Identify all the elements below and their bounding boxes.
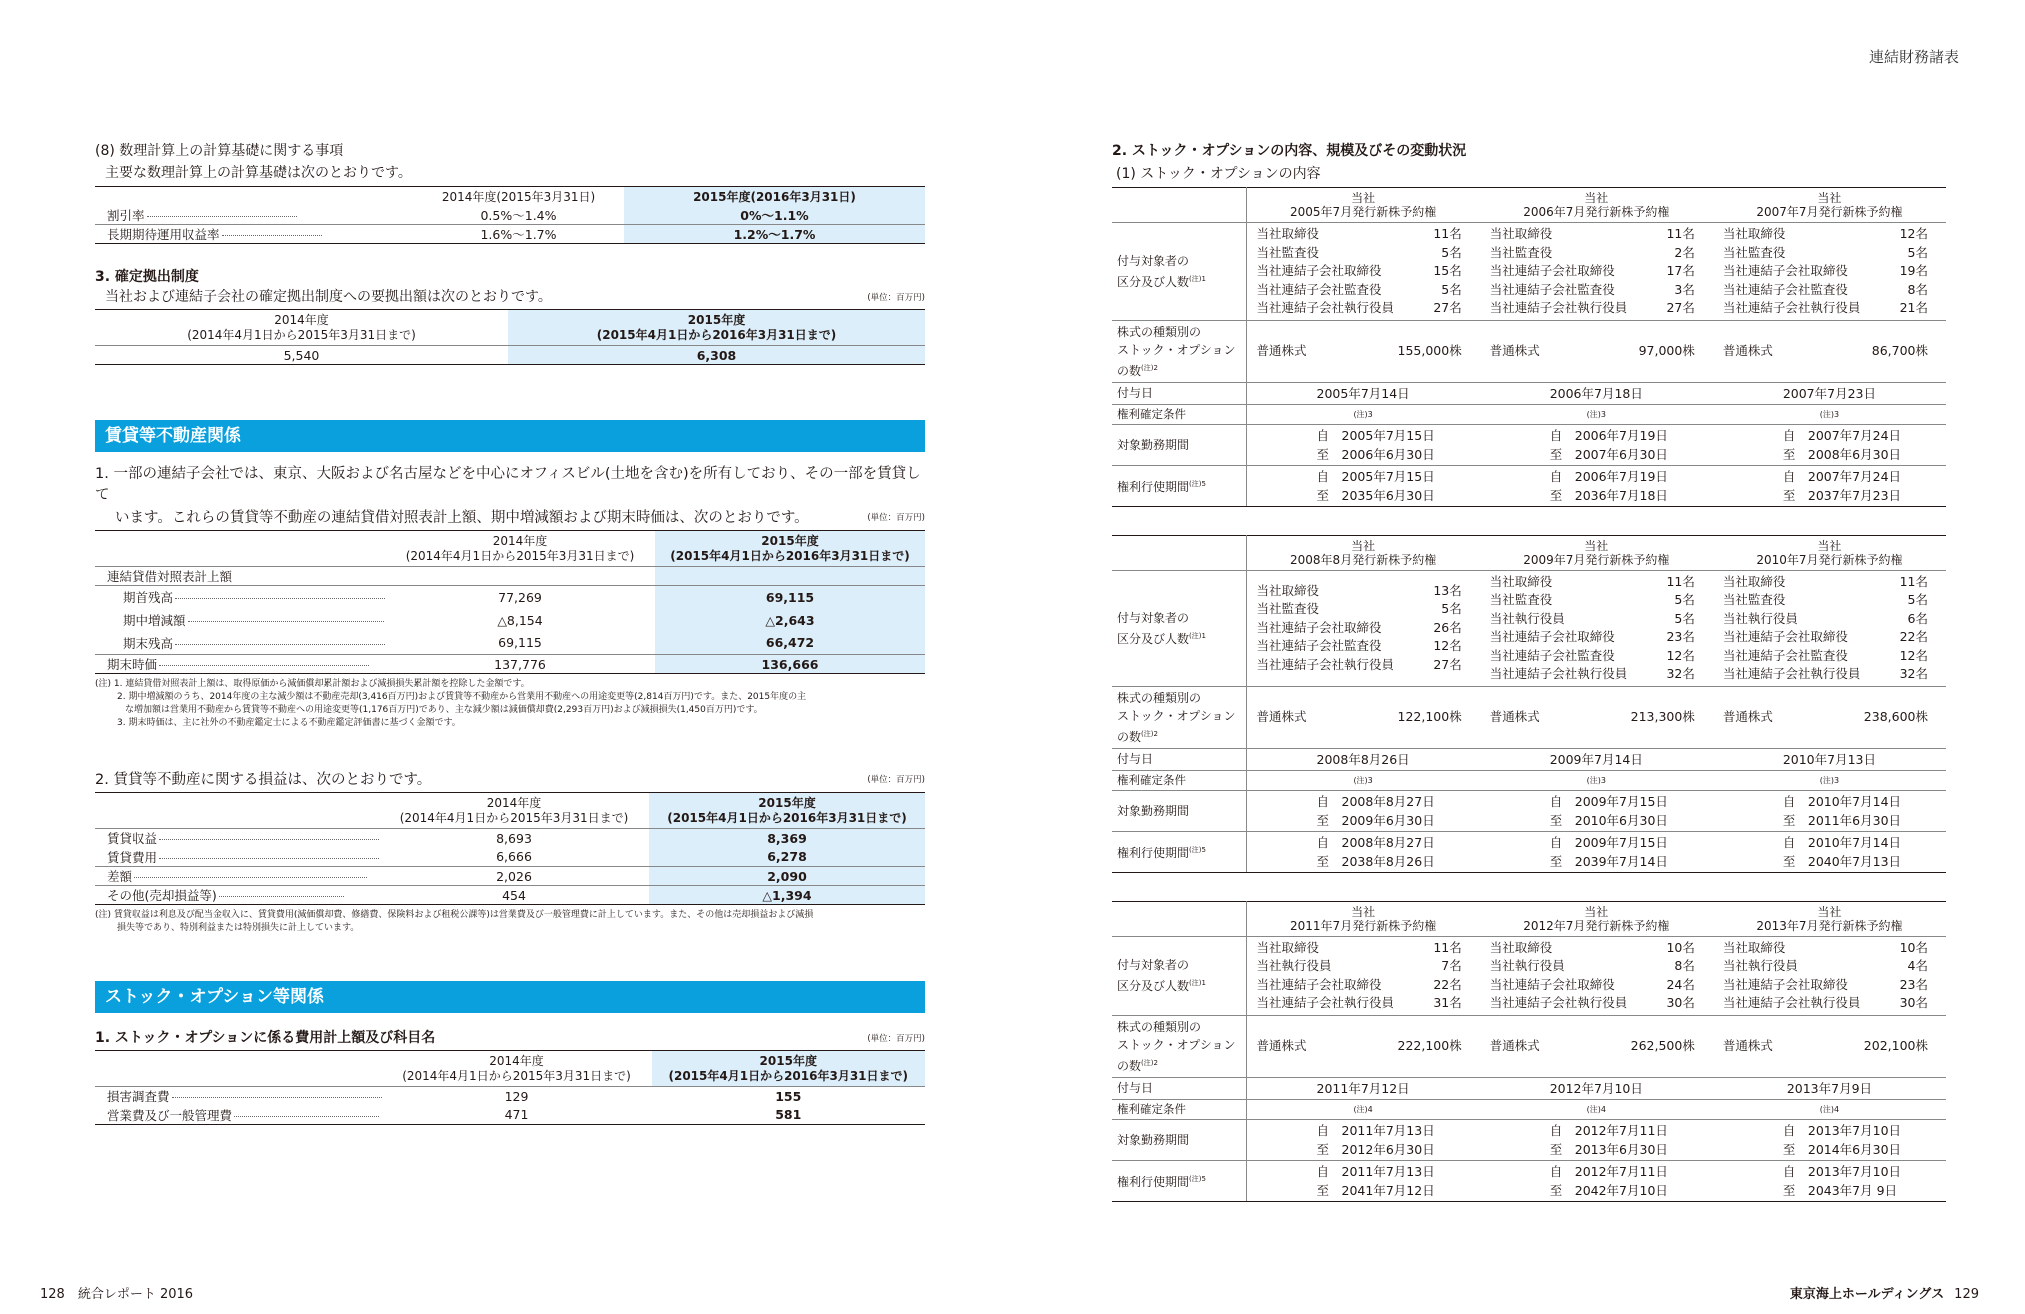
unit-label: (単位：百万円) [867,513,925,523]
stock-option-table [1112,901,1946,1202]
row-label: 権利確定条件 [1112,1099,1246,1119]
row-label: 損害調査費 [95,1087,382,1106]
grant-date-cell: 2006年7月18日 [1480,382,1713,404]
row-label: 権利行使期間$^{(注)5}$ [1112,831,1246,872]
grantees-cell: 当社取締役 11名 当社監査役 5名 当社執行役員 6名 当社連結子会社取締役 22名 当社連結子会社監査役 12名 当社連結子会社執行役員 32名 [1713,570,1946,686]
col-header: 2014年度 (2014年4月1日から2015年3月31日まで) [405,533,635,563]
cell: 5,540 [283,347,320,363]
dc-heading: 3. 確定拠出制度 [95,269,199,285]
grantees-cell: 当社取締役 11名 当社監査役 5名 当社連結子会社取締役 15名 当社連結子会社監査役 5名 当社連結子会社執行役員 27名 [1246,223,1480,321]
exercise-period-cell: 自 2005年7月15日 至 2035年6月30日 [1246,465,1480,506]
cell: 2,090 [649,867,925,886]
grantees-cell: 当社取締役 12名 当社監査役 5名 当社連結子会社取締役 19名 当社連結子会社監査役 8名 当社連結子会社執行役員 21名 [1713,223,1946,321]
grantees-cell: 当社取締役 11名 当社監査役 2名 当社連結子会社取締役 17名 当社連結子会社監査役 3名 当社連結子会社執行役員 27名 [1480,223,1713,321]
option-header: 当社 2005年7月発行新株予約権 [1246,188,1480,223]
realestate-p1: 1. 一部の連結子会社では、東京、大阪および名古屋などを中心にオフィスビル(土地を含む)を所有しており、その一部を賃貸して [95,466,921,503]
row-label: その他(売却損益等) [95,886,379,905]
cell: 8,369 [649,829,925,848]
cell: 6,278 [649,848,925,867]
service-period-cell: 自 2011年7月13日 至 2012年6月30日 [1246,1119,1480,1160]
stockopt-banner: ストック・オプション等関係 [95,981,925,1013]
realestate-notes: (注) 1. 連結貸借対照表計上額は、取得原価から減価償却累計額および減損損失累計額を控除した金額です。 2. 期中増減額のうち、2014年度の主な減少額は不動産売却(3,416百万円)および賃貸等不動産から営業用不動産への用途変更等(2,814百万円)です。また、2015年度の主 な増加額は営業用不動産から賃貸等不動産への用途変更等(1,176百万円)であり、主な減少額は減価償却費(2,293百万円)および減損損失(1,450百万円)です。 3. 期末時価は、主に社外の不動産鑑定士による不動産鑑定評価書に基づく金額です。 [95,679,807,728]
condition-cell: (注)3 [1480,770,1713,790]
cell: 1.6%〜1.7% [480,227,557,242]
row-label: 差額 [95,867,379,886]
cell: 137,776 [494,656,546,672]
grant-date-cell: 2009年7月14日 [1480,748,1713,770]
cell: △1,394 [649,886,925,905]
row-label: 営業費及び一般管理費 [95,1106,382,1125]
cell: 454 [502,887,526,903]
row-label: 付与対象者の 区分及び人数$^{(注)1}$ [1112,570,1246,686]
col-header: 2014年度 (2014年4月1日から2015年3月31日まで) [402,1053,631,1083]
service-period-cell: 自 2013年7月10日 至 2014年6月30日 [1713,1119,1946,1160]
col-header-highlight: 2015年度(2016年3月31日) [624,187,925,206]
footer-left: 128 統合レポート 2016 [40,1287,194,1302]
row-label: 権利行使期間$^{(注)5}$ [1112,465,1246,506]
option-header: 当社 2013年7月発行新株予約権 [1713,901,1946,936]
option-header: 当社 2006年7月発行新株予約権 [1480,188,1713,223]
cell: 69,115 [498,635,542,651]
actuarial-intro: 主要な数理計算上の計算基礎は次のとおりです。 [105,165,412,181]
unit-label: (単位：百万円) [867,293,925,303]
option-header: 当社 2009年7月発行新株予約権 [1480,535,1713,570]
cell: 129 [504,1088,529,1104]
grantees-cell: 当社取締役 10名 当社執行役員 8名 当社連結子会社取締役 24名 当社連結子会社執行役員 30名 [1480,936,1713,1015]
condition-cell: (注)3 [1246,404,1480,424]
col-header: 2014年度(2015年3月31日) [441,189,596,204]
option-header: 当社 2007年7月発行新株予約権 [1713,188,1946,223]
row-label: 賃貸収益 [95,829,379,848]
cell: 66,472 [655,632,925,655]
col-header-highlight: 2015年度 (2015年4月1日から2016年3月31日まで) [508,310,925,346]
row-label: 期末残高 [95,632,385,655]
grantees-cell: 当社取締役 11名 当社監査役 5名 当社執行役員 5名 当社連結子会社取締役 23名 当社連結子会社監査役 12名 当社連結子会社執行役員 32名 [1480,570,1713,686]
stockopt-h2sub: (1) ストック・オプションの内容 [1116,166,1321,182]
grant-date-cell: 2008年8月26日 [1246,748,1480,770]
row-label: 付与日 [1112,748,1246,770]
grant-date-cell: 2012年7月10日 [1480,1077,1713,1099]
grantees-cell: 当社取締役 11名 当社執行役員 7名 当社連結子会社取締役 22名 当社連結子会社執行役員 31名 [1246,936,1480,1015]
actuarial-heading: (8) 数理計算上の計算基礎に関する事項 [95,143,344,159]
shares-cell: 普通株式 97,000株 [1480,320,1713,382]
col-header: 2014年度 (2014年4月1日から2015年3月31日まで) [399,795,629,825]
actuarial-table [95,186,925,244]
option-header: 当社 2008年8月発行新株予約権 [1246,535,1480,570]
cell: 0%〜1.1% [624,206,925,225]
condition-cell: (注)3 [1713,404,1946,424]
grant-date-cell: 2013年7月9日 [1713,1077,1946,1099]
exercise-period-cell: 自 2012年7月11日 至 2042年7月10日 [1480,1160,1713,1201]
stockopt-expense-table [95,1050,925,1125]
exercise-period-cell: 自 2006年7月19日 至 2036年7月18日 [1480,465,1713,506]
option-header: 当社 2011年7月発行新株予約権 [1246,901,1480,936]
cell: 6,308 [508,346,925,365]
exercise-period-cell: 自 2010年7月14日 至 2040年7月13日 [1713,831,1946,872]
cell: 136,666 [655,655,925,674]
right-column [1112,140,1946,1202]
row-label: 付与日 [1112,382,1246,404]
exercise-period-cell: 自 2008年8月27日 至 2038年8月26日 [1246,831,1480,872]
exercise-period-cell: 自 2007年7月24日 至 2037年7月23日 [1713,465,1946,506]
shares-cell: 普通株式 86,700株 [1713,320,1946,382]
cell: △8,154 [497,612,543,628]
row-label: 期末時価 [95,655,385,674]
cell: 155 [775,1088,802,1104]
dc-table [95,309,925,365]
row-label: 長期期待運用収益率 [95,225,413,244]
grant-date-cell: 2007年7月23日 [1713,382,1946,404]
option-header: 当社 2010年7月発行新株予約権 [1713,535,1946,570]
shares-cell: 普通株式 213,300株 [1480,686,1713,748]
service-period-cell: 自 2008年8月27日 至 2009年6月30日 [1246,790,1480,831]
col-header: 2014年度 (2014年4月1日から2015年3月31日まで) [187,312,416,342]
stockopt-h1: 1. ストック・オプションに係る費用計上額及び科目名 [95,1030,436,1046]
grant-date-cell: 2010年7月13日 [1713,748,1946,770]
row-label: 対象勤務期間 [1112,790,1246,831]
row-label: 付与対象者の 区分及び人数$^{(注)1}$ [1112,223,1246,321]
cell: 69,115 [655,586,925,609]
realestate-banner: 賃貸等不動産関係 [95,420,925,452]
shares-cell: 普通株式 155,000株 [1246,320,1480,382]
cell: 471 [504,1107,529,1123]
condition-cell: (注)3 [1713,770,1946,790]
cell: 2,026 [496,868,532,884]
service-period-cell: 自 2005年7月15日 至 2006年6月30日 [1246,424,1480,465]
col-header-highlight: 2015年度 (2015年4月1日から2016年3月31日まで) [649,793,925,829]
grant-date-cell: 2011年7月12日 [1246,1077,1480,1099]
stock-option-tables [1112,187,1946,1202]
row-label: 対象勤務期間 [1112,424,1246,465]
row-label: 株式の種類別の ストック・オプション の数$^{(注)2}$ [1112,686,1246,748]
exercise-period-cell: 自 2011年7月13日 至 2041年7月12日 [1246,1160,1480,1201]
col-header-highlight: 2015年度 (2015年4月1日から2016年3月31日まで) [652,1051,925,1087]
row-label: 連結貸借対照表計上額 [107,569,233,584]
row-label: 株式の種類別の ストック・オプション の数$^{(注)2}$ [1112,1015,1246,1077]
shares-cell: 普通株式 202,100株 [1713,1015,1946,1077]
condition-cell: (注)4 [1246,1099,1480,1119]
service-period-cell: 自 2009年7月15日 至 2010年6月30日 [1480,790,1713,831]
cell: △2,643 [655,609,925,632]
unit-label: (単位：百万円) [867,775,925,785]
exercise-period-cell: 自 2009年7月15日 至 2039年7月14日 [1480,831,1713,872]
realestate-table [95,530,925,674]
row-label: 株式の種類別の ストック・オプション の数$^{(注)2}$ [1112,320,1246,382]
grant-date-cell: 2005年7月14日 [1246,382,1480,404]
dc-intro: 当社および連結子会社の確定拠出制度への要拠出額は次のとおりです。 [105,289,552,305]
row-label: 賃貸費用 [95,848,379,867]
exercise-period-cell: 自 2013年7月10日 至 2043年7月 9日 [1713,1160,1946,1201]
condition-cell: (注)3 [1480,404,1713,424]
cell: 77,269 [498,589,542,605]
cell: 8,693 [496,830,532,846]
option-header: 当社 2012年7月発行新株予約権 [1480,901,1713,936]
realestate-p2: 2. 賃貸等不動産に関する損益は、次のとおりです。 [95,772,432,788]
cell: 0.5%〜1.4% [480,207,557,223]
col-header-highlight: 2015年度 (2015年4月1日から2016年3月31日まで) [655,531,925,567]
row-label: 期首残高 [95,586,385,609]
condition-cell: (注)3 [1246,770,1480,790]
service-period-cell: 自 2007年7月24日 至 2008年6月30日 [1713,424,1946,465]
row-label: 期中増減額 [95,609,385,632]
section-header: 連結財務諸表 [1868,48,1959,66]
shares-cell: 普通株式 122,100株 [1246,686,1480,748]
row-label: 付与日 [1112,1077,1246,1099]
service-period-cell: 自 2010年7月14日 至 2011年6月30日 [1713,790,1946,831]
stock-option-table [1112,535,1946,873]
unit-label: (単位：百万円) [867,1034,925,1044]
realestate-pl-table [95,792,925,905]
grantees-cell: 当社取締役 10名 当社執行役員 4名 当社連結子会社取締役 23名 当社連結子会社執行役員 30名 [1713,936,1946,1015]
realestate-pl-notes: (注) 賃貸収益は利息及び配当金収入に、賃貸費用(減価償却費、修繕費、保険料および租税公課等)は営業費及び一般管理費に計上しています。また、その他は売却損益および減損 損失等であり、特別利益または特別損失に計上しています。 [95,910,814,933]
realestate-p1b: います。これらの賃貸等不動産の連結貸借対照表計上額、期中増減額および期末時価は、次のとおりです。 [115,510,809,526]
row-label: 対象勤務期間 [1112,1119,1246,1160]
stock-option-table [1112,187,1946,507]
stockopt-h2: 2. ストック・オプションの内容、規模及びその変動状況 [1112,143,1467,159]
service-period-cell: 自 2006年7月19日 至 2007年6月30日 [1480,424,1713,465]
shares-cell: 普通株式 262,500株 [1480,1015,1713,1077]
shares-cell: 普通株式 238,600株 [1713,686,1946,748]
condition-cell: (注)4 [1713,1099,1946,1119]
footer-right: 東京海上ホールディングス 129 [1789,1287,1979,1302]
row-label: 権利確定条件 [1112,770,1246,790]
shares-cell: 普通株式 222,100株 [1246,1015,1480,1077]
condition-cell: (注)4 [1480,1099,1713,1119]
row-label: 権利確定条件 [1112,404,1246,424]
cell: 6,666 [496,849,532,865]
grantees-cell: 当社取締役 13名 当社監査役 5名 当社連結子会社取締役 26名 当社連結子会社監査役 12名 当社連結子会社執行役員 27名 [1246,570,1480,686]
row-label: 割引率 [95,206,413,225]
cell: 1.2%〜1.7% [624,225,925,244]
row-label: 付与対象者の 区分及び人数$^{(注)1}$ [1112,936,1246,1015]
left-column [95,140,925,1125]
row-label: 権利行使期間$^{(注)5}$ [1112,1160,1246,1201]
service-period-cell: 自 2012年7月11日 至 2013年6月30日 [1480,1119,1713,1160]
cell: 581 [775,1107,802,1123]
